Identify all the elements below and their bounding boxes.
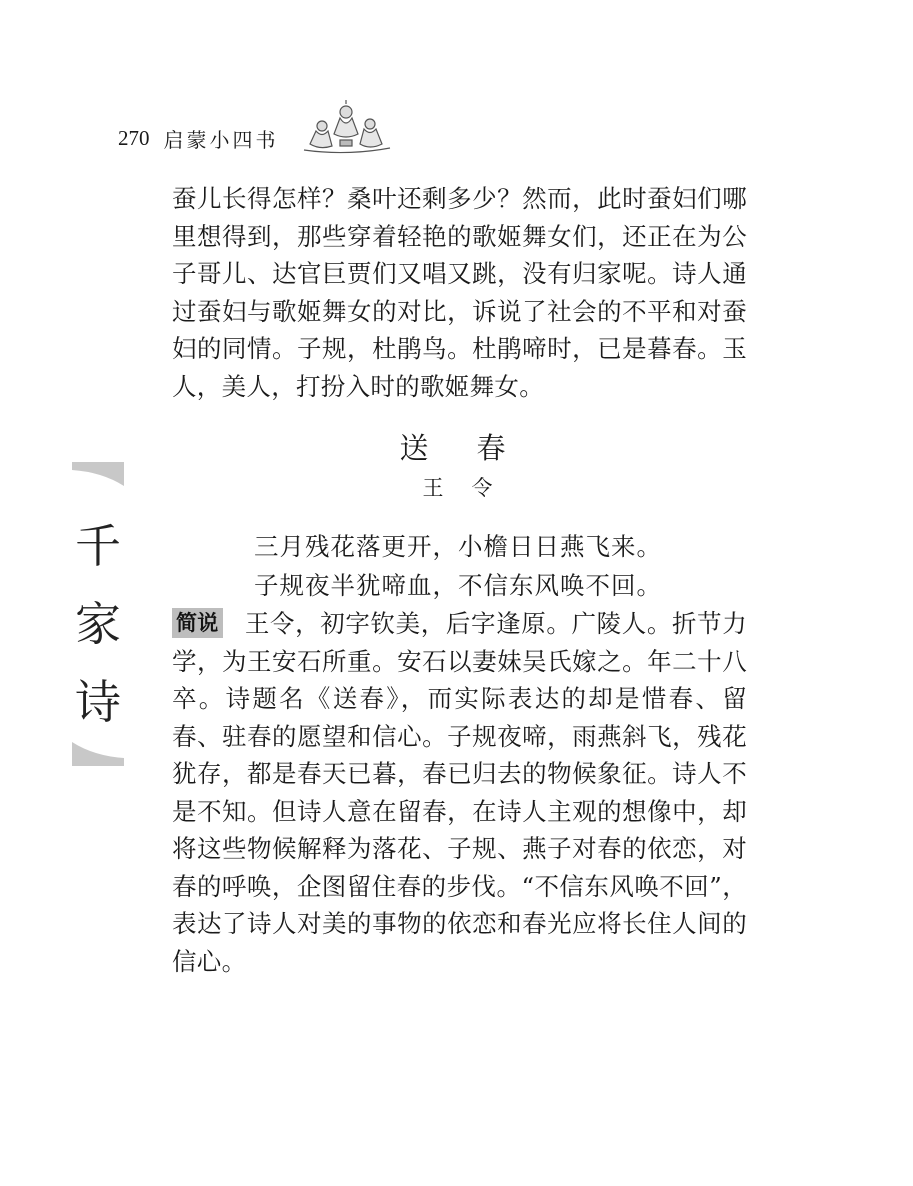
note-tag: 简说 xyxy=(172,608,223,638)
side-tab-char: 诗 xyxy=(75,675,121,729)
poem-line: 三月残花落更开，小檐日日燕飞来。 xyxy=(254,532,662,561)
page-header xyxy=(118,118,279,158)
poem-title: 送春 xyxy=(399,431,554,465)
side-tab-char: 家 xyxy=(75,597,121,651)
poem-line: 子规夜半犹啼血，不信东风唤不回。 xyxy=(254,571,662,600)
scholars-illustration-icon xyxy=(300,98,392,156)
bracket-bottom-icon xyxy=(72,738,124,766)
note-text: 王令，初字钦美，后字逢原。广陵人。折节力学，为王安石所重。安石以妻妹吴氏嫁之。年二十八卒。诗题名《送春》，而实际表达的却是惜春、留春、驻春的愿望和信心。子规夜啼，雨燕斜飞，残花犹存，都是春天已暮，春已归去的物候象征。诗人不是不知。但诗人意在留春，在诗人主观的想像中，却将这些物候解释为落花、子规、燕子对春的依恋，对春的呼唤，企图留住春的步伐。“不信东风唤不回”，表达了诗人对美的事物的依恋和春光应将长住人间的信心。 xyxy=(172,609,747,976)
side-tab-char: 千 xyxy=(75,519,121,573)
side-section-tab xyxy=(72,462,124,768)
book-title: 启蒙小四书 xyxy=(163,127,279,152)
note-paragraph xyxy=(172,605,747,980)
page-number: 270 xyxy=(118,125,150,150)
bracket-top-icon xyxy=(72,462,124,490)
intro-paragraph: 蚕儿长得怎样？桑叶还剩多少？然而，此时蚕妇们哪里想得到，那些穿着轻艳的歌姬舞女们，还正在为公子哥儿、达官巨贾们又唱又跳，没有归家呢。诗人通过蚕妇与歌姬舞女的对比，诉说了社会的不平和对蚕妇的同情。子规，杜鹃鸟。杜鹃啼时，已是暮春。玉人，美人，打扮入时的歌姬舞女。 xyxy=(172,184,747,401)
poem-author: 王令 xyxy=(422,476,521,500)
